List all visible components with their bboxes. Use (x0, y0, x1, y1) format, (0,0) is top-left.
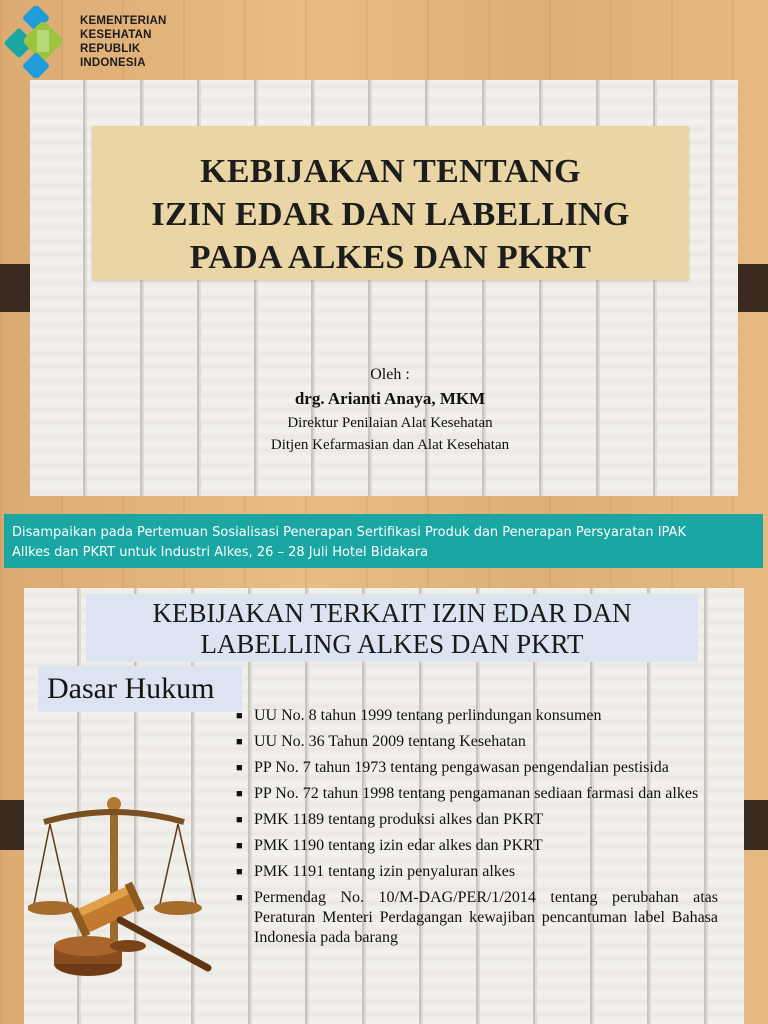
list-item: ■ PMK 1190 tentang izin edar alkes dan PKRT (236, 836, 718, 856)
legal-basis-list (236, 706, 718, 954)
slide2-title-line: LABELLING ALKES DAN PKRT (200, 629, 584, 659)
list-item: ■ PMK 1191 tentang izin penyaluran alkes (236, 862, 718, 882)
event-banner (4, 514, 763, 568)
list-item: ■ PMK 1189 tentang produksi alkes dan PKRT (236, 810, 718, 830)
banner-line: Allkes dan PKRT untuk Industri Alkes, 26 – 28 Juli Hotel Bidakara (12, 545, 429, 560)
wood-strip-left-2 (0, 800, 24, 850)
slide2-title-box (86, 594, 698, 662)
ministry-logo (4, 6, 68, 78)
list-item: ■ PP No. 7 tahun 1973 tentang pengawasan pengendalian pestisida (236, 758, 718, 778)
list-item: ■ PP No. 72 tahun 1998 tentang pengamanan sediaan farmasi dan alkes (236, 784, 718, 804)
justice-scales-gavel-image (28, 796, 238, 986)
wood-strip-left-1 (0, 264, 30, 312)
slide1-title-line: IZIN EDAR DAN LABELLING (151, 196, 630, 233)
author-name: drg. Arianti Anaya, MKM (294, 389, 486, 408)
slide1-title-line: PADA ALKES DAN PKRT (189, 239, 592, 276)
presenter-info (200, 364, 580, 456)
list-item: ■ UU No. 8 tahun 1999 tentang perlindungan konsumen (236, 706, 718, 726)
slide2-title-line: KEBIJAKAN TERKAIT IZIN EDAR DAN (152, 598, 632, 628)
section-heading: Dasar Hukum (38, 666, 242, 712)
author-position: Direktur Penilaian Alat Kesehatan (287, 415, 493, 431)
ministry-name: KEMENTERIAN KESEHATAN REPUBLIK INDONESIA (80, 15, 167, 69)
author-office: Ditjen Kefarmasian dan Alat Kesehatan (270, 437, 510, 453)
oleh-label: Oleh : (370, 366, 410, 383)
wood-strip-right-1 (738, 264, 768, 312)
wood-strip-right-2 (744, 800, 768, 850)
slide1-title-line: KEBIJAKAN TENTANG (200, 153, 581, 190)
list-item: ■ UU No. 36 Tahun 2009 tentang Kesehatan (236, 732, 718, 752)
list-item: ■ Permendag No. 10/M-DAG/PER/1/2014 tentang perubahan atas Peraturan Menteri Perdagangan kewajiban pencantuman label Bahasa Indonesia pada barang (236, 888, 718, 948)
slide1-title-box (92, 126, 689, 280)
banner-line: Disampaikan pada Pertemuan Sosialisasi Penerapan Sertifikasi Produk dan Penerapan Persyaratan IPAK (12, 525, 686, 540)
